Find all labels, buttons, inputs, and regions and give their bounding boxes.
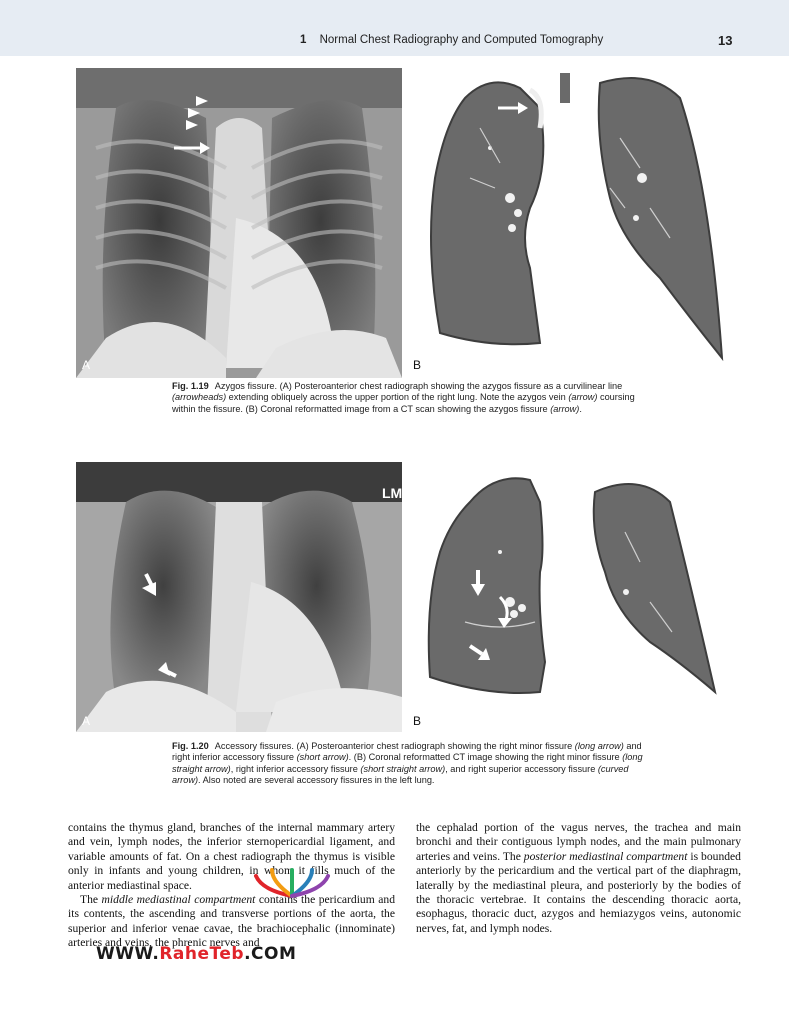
caption-text: coursing within the fissure. (B) Coronal reformatted image from a CT scan showing the azygos fissure — [172, 392, 635, 414]
caption-text: (arrow) — [568, 392, 598, 403]
caption-text: . (B) Coronal reformatted CT image showing the right minor fissure — [348, 752, 623, 763]
caption-text: (curved arrow) — [172, 763, 629, 785]
fig-1-20-caption — [172, 741, 652, 786]
fig-1-20-radiograph — [76, 462, 402, 732]
caption-text: extending obliquely across the upper portion of the right lung. Note the azygos vein — [226, 392, 569, 403]
body-right-column — [416, 821, 741, 936]
caption-text: (short straight arrow) — [360, 763, 446, 774]
paragraph-text: middle mediastinal compartment — [101, 893, 256, 907]
paragraph-text: is bounded anteriorly by the pericardium and the vertical part of the diaphragm, laterally by the mediastinal pleura, and posteriorly by the bodies of the thoracic vertebrae. It contains the descending thoracic aorta, esophagus, thoracic duct, azygos and hemiazygos veins, autonomic nerves, fat, and lymph nodes. — [416, 849, 741, 935]
page-number: 13 — [718, 33, 733, 48]
panel-letter-a: A — [82, 714, 91, 728]
caption-text: , and right superior accessory fissure — [445, 763, 598, 774]
caption-text: Accessory fissures. (A) Posteroanterior chest radiograph showing the right minor fissure — [214, 741, 575, 751]
panel-letter-b: B — [413, 358, 422, 372]
paragraph — [416, 821, 741, 936]
caption-text: . — [579, 403, 582, 414]
fig-1-19-radiograph — [76, 68, 402, 378]
caption-text: (long arrow) — [574, 741, 624, 751]
fig-1-20-label: Fig. 1.20 — [172, 741, 209, 751]
fig-1-19-label: Fig. 1.19 — [172, 381, 209, 391]
watermark-suffix: .COM — [244, 944, 297, 964]
header-band — [0, 0, 789, 56]
chapter-title: Normal Chest Radiography and Computed Tomography — [319, 34, 604, 46]
paragraph-text: contains the pericardium and its contents, the ascending and transverse portions of the aorta, the superior and inferior venae cavae, the brachiocephalic (innominate) arteries and veins, the phrenic nerves and — [68, 893, 395, 950]
body-left-column — [68, 821, 395, 951]
caption-text: (short arrow) — [296, 752, 349, 763]
fig-1-19-coronal-ct — [410, 68, 731, 378]
caption-text: (arrow) — [550, 403, 580, 414]
watermark-logo — [252, 868, 332, 898]
watermark-prefix: WWW. — [96, 944, 160, 964]
watermark — [96, 944, 296, 964]
caption-text: , right inferior accessory fissure — [230, 763, 361, 774]
caption-text: Azygos fissure. (A) Posteroanterior chest radiograph showing the azygos fissure as a curvilinear line — [214, 381, 623, 391]
caption-text: (arrowheads) — [172, 392, 227, 403]
panel-letter-a: A — [82, 358, 91, 372]
paragraph-text: posterior mediastinal compartment — [523, 849, 688, 863]
paragraph-text: The — [80, 893, 102, 907]
chapter-number: 1 — [300, 34, 307, 46]
paragraph-text: contains the thymus gland, branches of the internal mammary artery and vein, lymph nodes, the inferior sternopericardial ligament, and variable amounts of fat. On a chest radiograph the thymus is visible only in infants and young children, in whom it fills much of the anterior mediastinal space. — [68, 821, 395, 892]
caption-text: . Also noted are several accessory fissures in the left lung. — [198, 774, 435, 785]
panel-letter-b: B — [413, 714, 422, 728]
fig-1-19-caption — [172, 381, 652, 415]
running-header — [300, 34, 700, 46]
caption-text: and right inferior accessory fissure — [172, 741, 642, 763]
paragraph — [68, 893, 395, 951]
fig-1-20-coronal-ct — [410, 462, 731, 732]
paragraph-text: the cephalad portion of the vagus nerves, the trachea and main bronchi and their contiguous lymph nodes, and the main pulmonary arteries and veins. The — [416, 821, 741, 863]
paragraph — [68, 821, 395, 893]
caption-text: (long straight arrow) — [172, 752, 643, 774]
watermark-brand: RaheTeb — [159, 944, 245, 964]
orientation-marker: LM — [382, 485, 402, 501]
